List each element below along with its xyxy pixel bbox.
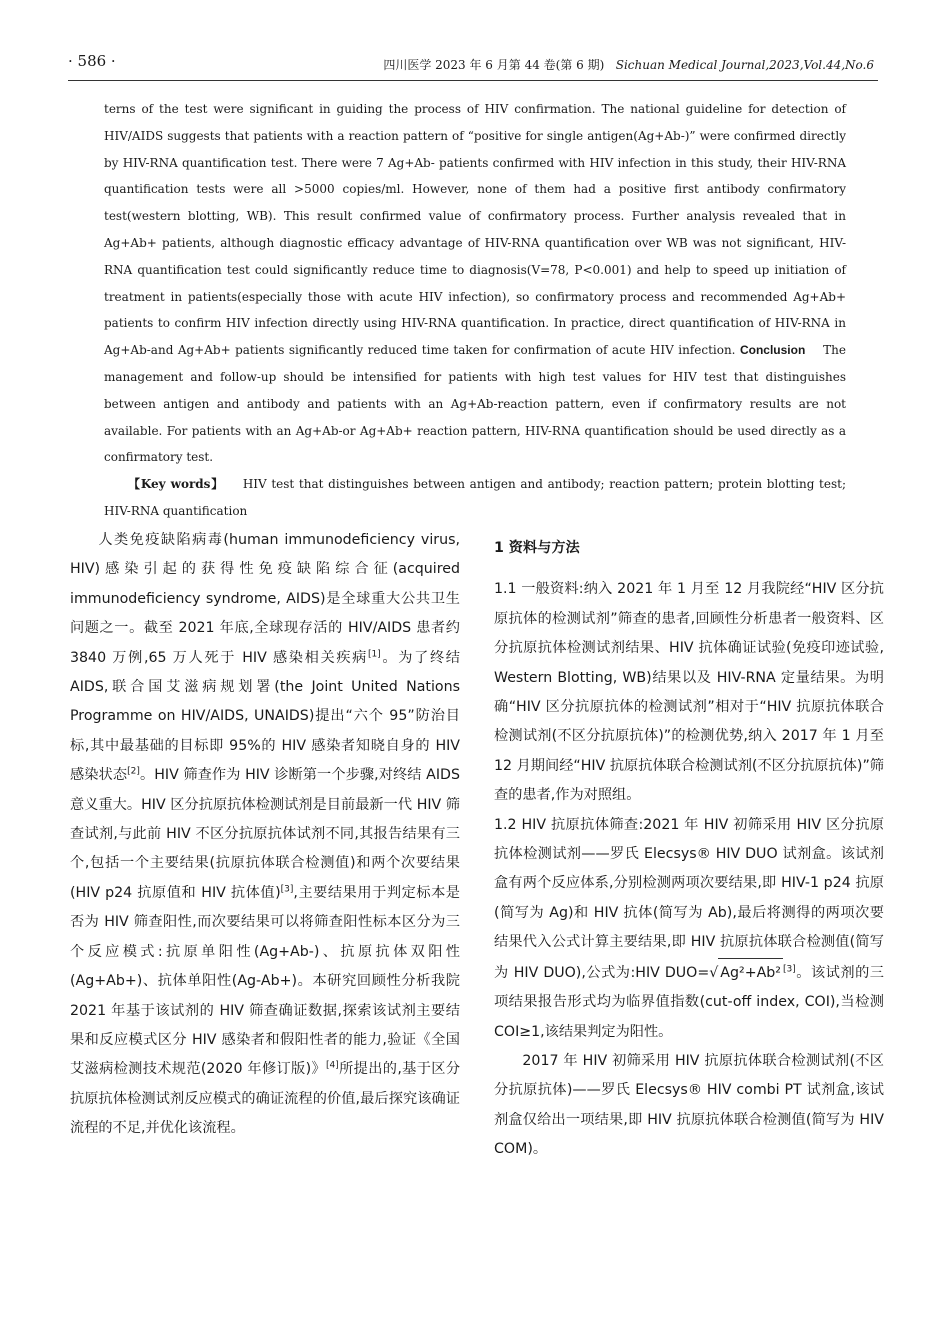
page-number: · 586 · [68, 52, 116, 70]
intro-paragraph [70, 526, 460, 1144]
right-column [494, 526, 884, 1165]
conclusion-text: The management and follow-up should be intensified for patients with high test values for HIV test that distinguishes between antigen and antibody and patients with an Ag+Ab-reaction pattern, even if confirmatory results are not available. For patients with an Ag+Ab-or Ag+Ab+ reaction pattern, HIV-RNA quantification should be used directly as a confirmatory test. [104, 343, 846, 465]
section-1-2-para-2: 2017 年 HIV 初筛采用 HIV 抗原抗体联合检测试剂(不区分抗原抗体)——罗氏 Elecsys® HIV combi PT 试剂盒,该试剂盒仅给出一项结果,即 HIV 抗原抗体联合检测值(简写为 HIV COM)。 [494, 1052, 884, 1158]
intro-text-3: 。HIV 筛查作为 HIV 诊断第一个步骤,对终结 AIDS 意义重大。HIV 区分抗原抗体检测试剂是目前最新一代 HIV 筛查试剂,与此前 HIV 不区分抗原抗体试剂不同,其报告结果有三个,包括一个主要结果(抗原抗体联合检测值)和两个次要结果(HIV p24 抗原值和 HIV 抗体值) [70, 767, 460, 901]
journal-header [383, 56, 874, 73]
intro-text-2: 。为了终结 AIDS,联合国艾滋病规划署(the Joint United Nations Programme on HIV/AIDS, UNAIDS)提出“六个 95”防治目标,其中最基础的目标即 95%的 HIV 感染者知晓自身的 HIV 感染状态 [70, 649, 460, 784]
section-1-2-text-b: 。该试剂的三项结果报告形式均为临界值指数(cut-off index, COI),当检测 COI≥1,该结果判定为阳性。 [494, 964, 884, 1040]
section-1-2-text: 1.2 HIV 抗原抗体筛查:2021 年 HIV 初筛采用 HIV 区分抗原抗体检测试剂——罗氏 Elecsys® HIV DUO 试剂盒。该试剂盒有两个反应体系,分别检测两项次要结果,即 HIV-1 p24 抗原(简写为 Ag)和 HIV 抗体(简写为 Ab),最后将测得的两项次要结果代入公式计算主要结果,即 HIV 抗原抗体联合检测值(简写为 HIV DUO),公式为:HIV DUO= [494, 816, 884, 981]
ref-4: [4] [326, 1060, 339, 1071]
abstract-results: terns of the test were significant in guiding the process of HIV confirmation. The national guideline for detection of HIV/AIDS suggests that patients with a reaction pattern of “positive for single antigen(Ag+Ab-)” were confirmed directly by HIV-RNA quantification test. There were 7 Ag+Ab- patients confirmed with HIV infection in this study, their HIV-RNA quantification tests were all >5000 copies/ml. However, none of them had a positive first antibody confirmatory test(western blotting, WB). This result confirmed value of confirmatory process. Further analysis revealed that in Ag+Ab+ patients, although diagnostic efficacy advantage of HIV-RNA quantification over WB was not significant, HIV-RNA quantification test could significantly reduce time to diagnosis(V=78, P<0.001) and help to speed up initiation of treatment in patients(especially those with acute HIV infection), so confirmatory process and recommended Ag+Ab+ patients to confirm HIV infection directly using HIV-RNA quantification. In practice, direct quantification of HIV-RNA in Ag+Ab-and Ag+Ab+ patients significantly reduced time taken for confirmation of acute HIV infection. [104, 102, 846, 358]
header-rule [68, 80, 878, 81]
keywords [104, 471, 846, 525]
ref-3: [3] [280, 884, 294, 895]
section-title: 1 资料与方法 [494, 540, 580, 556]
abstract-text [104, 96, 846, 471]
ref-2: [2] [127, 766, 140, 777]
journal-header-en: Sichuan Medical Journal,2023,Vol.44,No.6 [615, 58, 874, 72]
ref-1: [1] [368, 648, 381, 659]
keywords-label: 【Key words】 [128, 477, 225, 492]
abstract-block [104, 96, 846, 525]
section-1-1: 1.1 一般资料:纳入 2021 年 1 月至 12 月我院经“HIV 区分抗原抗体的检测试剂”筛查的患者,回顾性分析患者一般资料、区分抗原抗体检测试剂结果、HIV 抗体确证试验(免疫印迹试验, Western Blotting, WB)结果以及 HIV-RNA 定量结果。为明确“HIV 区分抗原抗体的检测试剂”相对于“HIV 抗原抗体联合检测试剂(不区分抗原抗体)”的检测优势,纳入 2017 年 1 月至 12 月期间经“HIV 抗原抗体联合检测试剂(不区分抗原抗体)”筛查的患者,作为对照组。 [494, 581, 884, 804]
section-1-2: 1.2 HIV 抗原抗体筛查:2021 年 HIV 初筛采用 HIV 区分抗原抗体检测试剂——罗氏 Elecsys® HIV DUO 试剂盒。该试剂盒有两个反应体系,分别检测两项次要结果,即 HIV-1 p24 抗原(简写为 Ag)和 HIV 抗体(简写为 Ab),最后将测得的两项次要结果代入公式计算主要结果,即 HIV 抗原抗体联合检测值(简写为 HIV DUO),公式为:HIV DUO=√ Ag²+Ab² [3]。该试剂的三项结果报告形式均为临界值指数(cut-off index, COI),当检测 COI≥1,该结果判定为阳性。 [494, 816, 884, 1040]
formula: Ag²+Ab² [718, 958, 783, 988]
keywords-text: HIV test that distinguishes between antigen and antibody; reaction pattern; protein blotting test; HIV-RNA quantification [104, 477, 846, 518]
intro-text-5: 所提出的,基于区分抗原抗体检测试剂反应模式的确证流程的价值,最后探究该确证流程的不足,并优化该流程。 [70, 1061, 461, 1137]
left-column [70, 526, 460, 1144]
conclusion-label: Conclusion [739, 343, 806, 358]
intro-text-4: ,主要结果用于判定标本是否为 HIV 筛查阳性,而次要结果可以将筛查阳性标本区分为三个反应模式:抗原单阳性(Ag+Ab-)、抗原抗体双阳性(Ag+Ab+)、抗体单阳性(Ag-Ab+)。本研究回顾性分析我院 2021 年基于该试剂的 HIV 筛查确证数据,探索该试剂主要结果和反应模式区分 HIV 感染者和假阳性者的能力,验证《全国艾滋病检测技术规范(2020 年修订版)》 [70, 884, 460, 1078]
journal-header-cn: 四川医学 2023 年 6 月第 44 卷(第 6 期) [383, 58, 605, 72]
ref-3b: [3] [782, 963, 796, 974]
intro-text-1: 人类免疫缺陷病毒(human immunodeficiency virus, HIV)感染引起的获得性免疫缺陷综合征(acquired immunodeficiency syndrome, AIDS)是全球重大公共卫生问题之一。截至 2021 年底,全球现存活的 HIV/AIDS 患者约 3840 万例,65 万人死于 HIV 感染相关疾病 [70, 532, 460, 666]
